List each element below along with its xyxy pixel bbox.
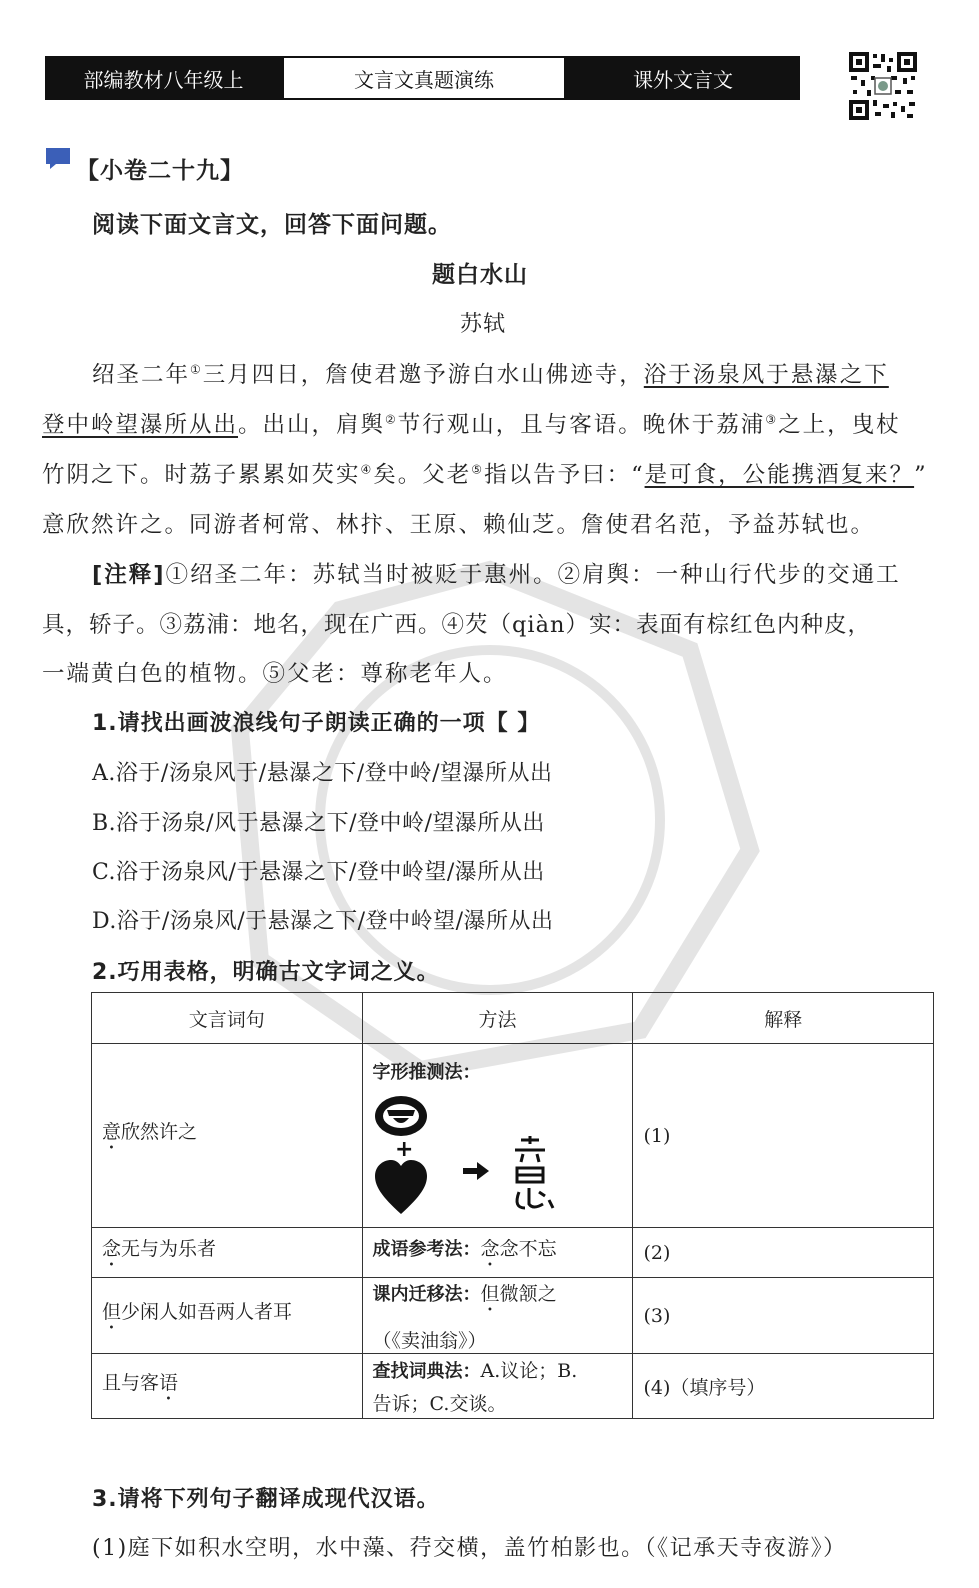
header-cell-phrase: 文言词句 xyxy=(92,993,363,1044)
question-1-stem: 1.请找出画波浪线句子朗读正确的一项【 】 xyxy=(92,711,541,736)
question-2-stem: 2.巧用表格，明确古文字词之义。 xyxy=(92,960,440,985)
passage-line-3: 竹阴之下。时荔子累累如芡实④矣。父老⑤指以告予曰：“是可食，公能携酒复来？” xyxy=(42,462,928,488)
header-cell-explanation: 解释 xyxy=(633,993,934,1044)
header-cell-method: 方法 xyxy=(362,993,633,1044)
glyph-illustration xyxy=(373,1096,573,1216)
answer-cell[interactable]: (3) xyxy=(633,1278,934,1354)
poem-author: 苏轼 xyxy=(460,312,507,337)
wavy-sentence-part-2: 登中岭望瀑所从出 xyxy=(42,412,239,438)
option-d[interactable]: D.浴于/汤泉风/于悬瀑之下/登中岭望/瀑所从出 xyxy=(92,909,554,934)
phrase-cell: 念无与为乐者 xyxy=(92,1228,363,1278)
mouth-icon xyxy=(375,1096,427,1136)
option-a[interactable]: A.浴于/汤泉风于/悬瀑之下/登中岭/望瀑所从出 xyxy=(92,761,553,786)
heart-icon xyxy=(375,1160,427,1214)
question-3-item-1: (1)庭下如积水空明，水中藻、荇交横，盖竹柏影也。（《记承天寺夜游》） xyxy=(92,1536,847,1561)
table-row xyxy=(92,1228,934,1278)
qr-code-icon[interactable] xyxy=(847,50,919,122)
phrase-cell: 但少闲人如吾两人者耳 xyxy=(92,1278,363,1354)
notes-line-1: [注释]①绍圣二年：苏轼当时被贬于惠州。②肩舆：一种山行代步的交通工 xyxy=(92,562,901,588)
header-grade-label: 部编教材八年级上 xyxy=(45,56,282,100)
table-row xyxy=(92,1354,934,1419)
option-b[interactable]: B.浴于汤泉/风于悬瀑之下/登中岭/望瀑所从出 xyxy=(92,811,545,836)
header-topic-label: 文言文真题演练 xyxy=(282,56,566,100)
seal-character-icon xyxy=(515,1136,553,1208)
option-c[interactable]: C.浴于汤泉风/于悬瀑之下/登中岭望/瀑所从出 xyxy=(92,860,545,885)
passage-line-4: 意欣然许之。同游者柯常、林抃、王原、赖仙芝。詹使君名范，予益苏轼也。 xyxy=(42,512,876,538)
passage-line-2: 登中岭望瀑所从出。出山，肩舆②节行观山，且与客语。晚休于荔浦③之上，曳杖 xyxy=(42,412,901,438)
notes-line-3: 一端黄白色的植物。⑤父老：尊称老年人。 xyxy=(42,661,508,687)
answer-cell[interactable]: (1) xyxy=(633,1044,934,1228)
arrow-right-icon xyxy=(463,1162,489,1180)
table-row xyxy=(92,1278,934,1354)
phrase-cell: 且与客语 xyxy=(92,1354,363,1419)
flag-icon xyxy=(44,146,74,170)
table-row xyxy=(92,1044,934,1228)
table-header-row xyxy=(92,993,934,1044)
header-type-label: 课外文言文 xyxy=(566,56,800,100)
poem-title: 题白水山 xyxy=(432,262,528,288)
instruction-text: 阅读下面文言文，回答下面问题。 xyxy=(92,212,452,238)
method-cell: 成语参考法：念念不忘 xyxy=(362,1228,633,1278)
svg-text:+: + xyxy=(394,1137,413,1162)
underlined-quote: 是可食，公能携酒复来？ xyxy=(644,462,915,488)
notes-line-2: 具，轿子。③荔浦：地名，现在广西。④芡（qiàn）实：表面有棕红色内种皮， xyxy=(42,612,872,638)
vocabulary-table xyxy=(91,992,934,1419)
method-cell: 字形推测法： + xyxy=(362,1044,633,1228)
question-3-stem: 3.请将下列句子翻译成现代汉语。 xyxy=(92,1487,440,1512)
phrase-cell: 意欣然许之 xyxy=(92,1044,363,1228)
method-cell: 课内迁移法：但微颔之 （《卖油翁》） xyxy=(362,1278,633,1354)
method-cell: 查找词典法：A.议论；B. 告诉；C.交谈。 xyxy=(362,1354,633,1419)
answer-cell[interactable]: (2) xyxy=(633,1228,934,1278)
passage-line-1: 绍圣二年①三月四日，詹使君邀予游白水山佛迹寺，浴于汤泉风于悬瀑之下 xyxy=(92,362,889,388)
wavy-sentence-part-1: 浴于汤泉风于悬瀑之下 xyxy=(643,362,889,388)
section-title: 【小卷二十九】 xyxy=(76,158,244,184)
answer-cell[interactable]: (4)（填序号） xyxy=(633,1354,934,1419)
